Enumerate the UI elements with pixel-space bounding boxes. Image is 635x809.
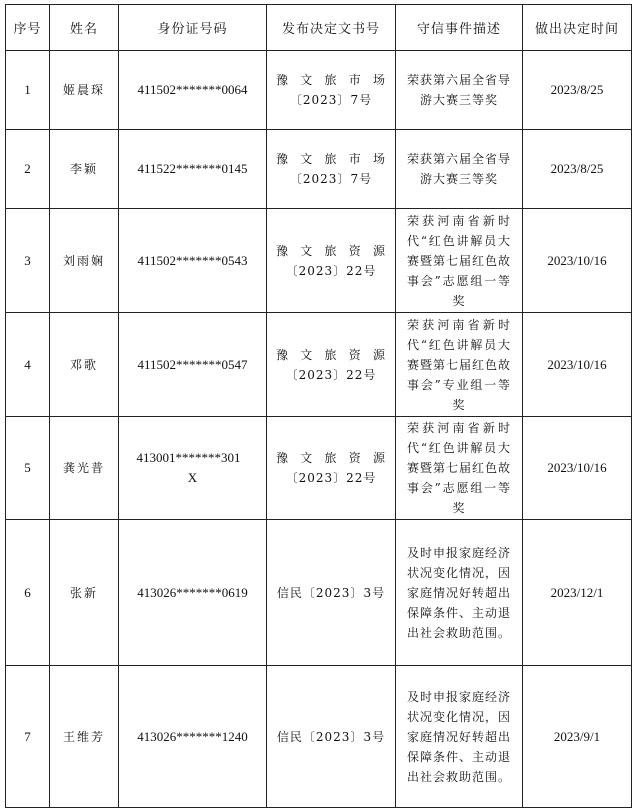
desc-text: 荣获第六届全省导游大赛三等奖 (407, 152, 512, 186)
credit-record-table (5, 4, 632, 808)
desc-text: 及时申报家庭经济状况变化情况，因家庭情况好转超出保障条件、主动退出社会救助范围。 (407, 545, 512, 640)
cell-date: 2023/8/25 (523, 130, 632, 209)
cell-desc (396, 209, 523, 313)
doc-text: 信民〔2023〕3号 (276, 585, 386, 600)
table-row (6, 51, 632, 130)
cell-date: 2023/10/16 (523, 417, 632, 520)
cell-name: 龚光普 (50, 417, 119, 520)
cell-name: 李颖 (50, 130, 119, 209)
cell-id (119, 417, 267, 520)
cell-doc (267, 417, 396, 520)
doc-text: 豫文旅资源〔2023〕22号 (276, 451, 386, 485)
doc-text: 豫文旅资源〔2023〕22号 (276, 347, 386, 382)
header-desc: 守信事件描述 (396, 5, 523, 51)
doc-text: 豫文旅资源〔2023〕22号 (276, 243, 386, 278)
desc-text: 荣获河南省新时代“红色讲解员大赛暨第七届红色故事会”志愿组一等奖 (407, 213, 512, 308)
cell-id: 411502*******0547 (119, 313, 267, 417)
cell-seq: 1 (6, 51, 50, 130)
cell-seq: 5 (6, 417, 50, 520)
header-id: 身份证号码 (119, 5, 267, 51)
cell-doc (267, 51, 396, 130)
cell-name: 王维芳 (50, 666, 119, 808)
cell-id: 411522*******0145 (119, 130, 267, 209)
cell-doc (267, 209, 396, 313)
cell-doc (267, 313, 396, 417)
cell-doc (267, 666, 396, 808)
table-row (6, 417, 632, 520)
doc-text: 豫文旅市场〔2023〕7号 (276, 73, 386, 107)
cell-name: 邓歌 (50, 313, 119, 417)
cell-seq: 4 (6, 313, 50, 417)
desc-text: 荣获第六届全省导游大赛三等奖 (407, 73, 512, 107)
table-header-row (6, 5, 632, 51)
desc-text: 荣获河南省新时代“红色讲解员大赛暨第七届红色故事会”专业组一等奖 (407, 317, 512, 412)
cell-seq: 2 (6, 130, 50, 209)
cell-desc (396, 130, 523, 209)
cell-desc (396, 51, 523, 130)
cell-date: 2023/12/1 (523, 520, 632, 666)
cell-date: 2023/9/1 (523, 666, 632, 808)
header-name: 姓名 (50, 5, 119, 51)
cell-seq: 7 (6, 666, 50, 808)
cell-id: 411502*******0064 (119, 51, 267, 130)
doc-text: 豫文旅市场〔2023〕7号 (276, 152, 386, 186)
cell-name: 姬晨琛 (50, 51, 119, 130)
cell-desc (396, 313, 523, 417)
cell-id: 413026*******1240 (119, 666, 267, 808)
desc-text: 及时申报家庭经济状况变化情况，因家庭情况好转超出保障条件、主动退出社会救助范围。 (407, 689, 512, 784)
cell-id: 411502*******0543 (119, 209, 267, 313)
desc-text: 荣获河南省新时代“红色讲解员大赛暨第七届红色故事会”志愿组一等奖 (407, 421, 512, 515)
cell-seq: 6 (6, 520, 50, 666)
cell-desc (396, 666, 523, 808)
header-date: 做出决定时间 (523, 5, 632, 51)
table-wrapper (5, 4, 632, 808)
table-row (6, 313, 632, 417)
doc-text: 信民〔2023〕3号 (276, 729, 386, 744)
cell-doc (267, 130, 396, 209)
header-seq: 序号 (6, 5, 50, 51)
cell-doc (267, 520, 396, 666)
cell-date: 2023/10/16 (523, 209, 632, 313)
cell-date: 2023/8/25 (523, 51, 632, 130)
cell-seq: 3 (6, 209, 50, 313)
cell-id: 413026*******0619 (119, 520, 267, 666)
table-row (6, 666, 632, 808)
cell-name: 刘雨娴 (50, 209, 119, 313)
table-row (6, 209, 632, 313)
cell-desc (396, 417, 523, 520)
cell-desc (396, 520, 523, 666)
cell-date: 2023/10/16 (523, 313, 632, 417)
table-row (6, 520, 632, 666)
header-doc: 发布决定文书号 (267, 5, 396, 51)
table-row (6, 130, 632, 209)
id-text: 413001*******301X (136, 450, 241, 485)
cell-name: 张新 (50, 520, 119, 666)
